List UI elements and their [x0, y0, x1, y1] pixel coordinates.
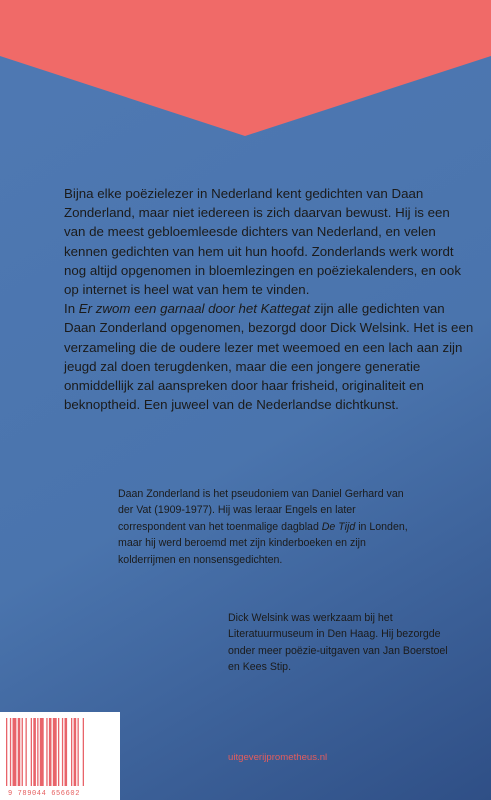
barcode-bar [18, 718, 21, 786]
barcode-bar [10, 718, 11, 786]
barcode-bar [37, 718, 38, 786]
author-bio [118, 486, 418, 568]
author-bio-suffix: in Londen, maar hij werd beroemd met zijn kinderboeken en zijn kolderrijmen en nonsensgedichten. [118, 520, 408, 566]
editor-bio: Dick Welsink was werkzaam bij het Literatuurmuseum in Den Haag. Hij bezorgde onder meer poëzie-uitgaven van Jan Boerstoel en Kees Stip. [228, 612, 448, 674]
barcode-bar [71, 718, 72, 786]
blurb-text [64, 184, 474, 414]
book-title: Er zwom een garnaal door het Kattegat [78, 301, 311, 317]
blurb-p2-rest: zijn alle gedichten van Daan Zonderland opgenomen, bezorgd door Dick Welsink. Het is een verzameling die de oudere lezer met weemoed en een lach aan zijn jeugd zal doen terugdenken, maar die een jongere generatie onmiddellijk zal aanspreken door haar frisheid, originaliteit en beknoptheid. Een juweel van de Nederlandse dichtkunst. [64, 301, 474, 413]
barcode-bar [22, 718, 23, 786]
isbn-number: 9 789044 656602 [8, 790, 81, 798]
barcode-bar [74, 718, 77, 786]
barcode-bar [46, 718, 47, 786]
barcode-bar [83, 718, 84, 786]
barcode-bar [26, 718, 27, 786]
blurb-p2-prefix: In [64, 301, 79, 317]
barcode-bar [58, 718, 59, 786]
newspaper-title: De Tijd [321, 520, 356, 533]
barcode-bar [49, 718, 52, 786]
barcode-bars [4, 718, 116, 788]
red-chevron-banner [0, 0, 491, 136]
barcode-bar [13, 718, 17, 786]
blurb-paragraph-2 [64, 299, 474, 414]
barcode-bar [33, 718, 36, 786]
barcode-bar [65, 718, 68, 786]
author-bio-prefix: Daan Zonderland is het pseudoniem van Daniel Gerhard van der Vat (1909-1977). Hij was leraar Engels en later correspondent van het toenmalige dagblad [118, 488, 404, 533]
blurb-paragraph-1: Bijna elke poëzielezer in Nederland kent gedichten van Daan Zonderland, maar niet iedereen is zich daarvan bewust. Hij is een van de meest gebloemleesde dichters van Nederland, en velen kennen gedichten van hem uit hun hoofd. Zonderlands werk wordt nog altijd opgenomen in bloemlezingen en poëziekalenders, en ook op internet is heel wat van hem te vinden. [64, 186, 461, 298]
publisher-url[interactable]: uitgeverijprometheus.nl [228, 752, 328, 763]
isbn-barcode [0, 712, 120, 800]
barcode-bar [31, 718, 32, 786]
barcode-bar [6, 718, 7, 786]
barcode-bar [53, 718, 57, 786]
barcode-bar [40, 718, 44, 786]
barcode-bar [62, 718, 63, 786]
barcode-bar [78, 718, 79, 786]
